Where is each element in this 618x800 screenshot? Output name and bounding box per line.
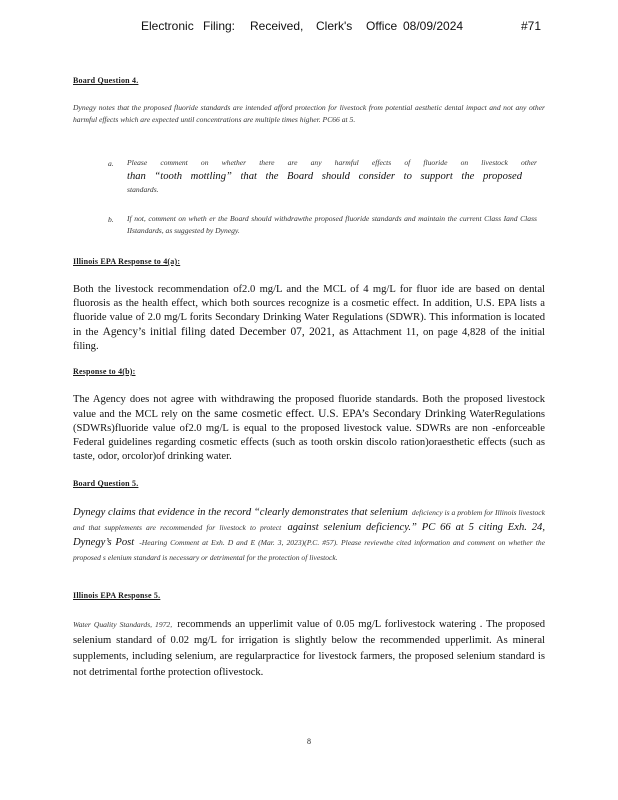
board-question-5-heading: Board Question 5.	[73, 479, 139, 488]
question-4a-line: Please comment on whether there are any harmful effects of fluoride on livestock other	[127, 158, 537, 167]
response-4a-text	[73, 283, 545, 354]
board-question-4-text: Dynegy notes that the proposed fluoride standards are intended afford protection for livestock from potential aesthetic dental impact and not any other harmful effects which are expected until concentrations are multiple times higher. PC66 at 5.	[73, 103, 545, 124]
header-word: Electronic	[141, 19, 194, 33]
header-doc-number: #71	[521, 19, 542, 33]
filing-header	[0, 19, 618, 35]
response-4a-heading: Illinois EPA Response to 4(a):	[73, 257, 181, 266]
response-4b-part: WaterRegulations (SDWRs)fluoride value of2.0 mg/L is equal to the proposed livestock value. SDWRs are non -enforceable Federal guidelines regarding cosmetic effects (such as tooth orskin discolo ration)oraesthetic effects (such as taste, odor, orcolor)of drinking water.	[73, 409, 545, 462]
header-word: Clerk's	[316, 19, 353, 33]
response-5-part: recommends an upperlimit value of 0.05 mg/L forlivestock watering . The proposed selenium standard of 0.02 mg/L for irrigation is slightly below the recommended upperlimit. As mineral supplements, including selenium, are regularpractice for livestock farmers, the proposed selenium standard is not detrimental forthe protection oflivestock.	[73, 619, 546, 678]
question-5-part: Dynegy’s Post	[73, 537, 135, 548]
page-number: 8	[307, 737, 311, 746]
response-4b-part: on the same cosmetic effect. U.S. EPA’s Secondary Drinking	[181, 408, 466, 420]
response-5-part: Water Quality Standards, 1972,	[73, 620, 173, 629]
question-5-part: deficiency is a problem for Illinois livestock and that supplements are recommended for livestock to protect	[73, 508, 545, 532]
board-question-4-heading: Board Question 4.	[73, 76, 139, 85]
header-date: 08/09/2024	[403, 19, 464, 33]
sub-item-label: a.	[108, 159, 114, 168]
sub-item-label: b.	[108, 215, 114, 224]
response-4b-heading: Response to 4(b):	[73, 367, 136, 376]
question-5-part: Dynegy claims that evidence in the record “clearly demonstrates that selenium	[73, 507, 408, 518]
response-5-text	[73, 616, 545, 680]
header-word: Received,	[250, 19, 304, 33]
response-4b-part: The Agency does not agree with withdrawing the proposed fluoride standards. Both the proposed livestock value and the MCL rely	[73, 394, 545, 420]
board-question-5-text	[73, 504, 545, 564]
response-5-heading: Illinois EPA Response 5.	[73, 591, 161, 600]
response-4a-part: Agency’s initial filing dated December 07, 2021, as	[102, 326, 349, 338]
response-4a-part: Both the livestock recommendation of2.0 mg/L and the MCL of 4 mg/L for fluor ide are based on dental fluorosis as the health effect, which both sources recognize is a cosmetic effect. In addition, U.S. EPA lists a fluoride value of 2.0 mg/L forits Secondary Drinking Water Regulations (SDWR). This information is located in the	[73, 284, 545, 338]
response-4a-part: Attachment 11, on page 4,828 of the initial filing.	[73, 327, 545, 352]
question-5-part: -Hearing Comment at Exh. D and E (Mar. 3, 2023)(P.C. #57). Please reviewthe cited information and comment on whether the proposed s elenium standard is necessary or detrimental for the protection of livestock.	[73, 538, 545, 562]
question-5-part: against selenium deficiency.” PC 66 at 5 citing Exh. 24,	[287, 522, 545, 533]
question-4a-line: than “tooth mottling” that the Board should consider to support the proposed	[127, 171, 522, 182]
response-4b-text	[73, 393, 545, 464]
header-word: Office	[366, 19, 398, 33]
question-4a-line: standards.	[127, 185, 159, 194]
question-4a-text	[127, 157, 537, 196]
header-word: Filing:	[203, 19, 236, 33]
question-4b-text: If not, comment on wheth er the Board should withdrawthe proposed fluoride standards and maintain the current Class Iand Class IIstandards, as suggested by Dynegy.	[127, 214, 537, 235]
